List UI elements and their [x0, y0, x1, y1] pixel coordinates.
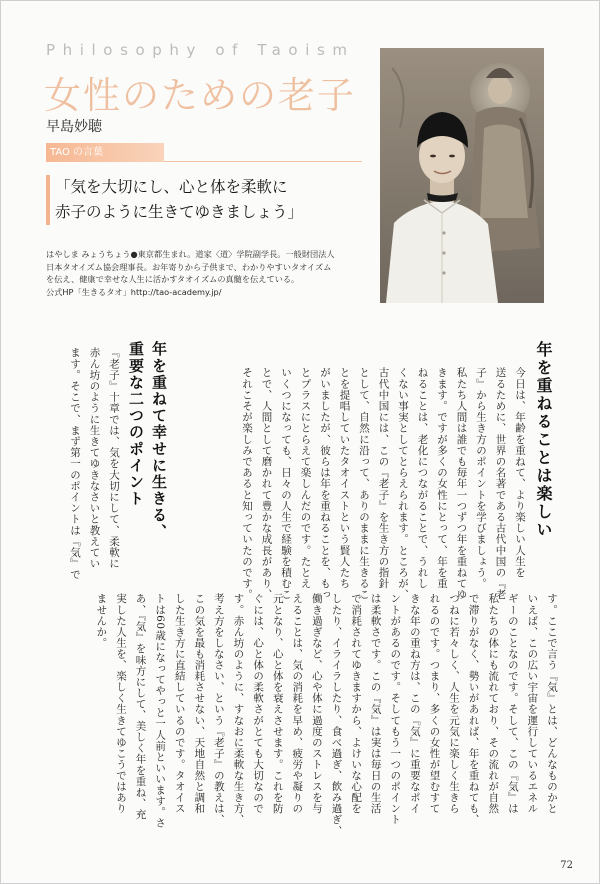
tag-rule [164, 161, 362, 162]
body-column: くない事実としてとらえられます。ところが、 [397, 367, 409, 601]
body-column: あ、『気』を味方にして、美しく年を重ね、充 [134, 593, 147, 820]
body-column: ギーのことなのです。そして、この『気』は [506, 593, 519, 814]
body-column: で消耗されてゆきますから、よけいな心配を [350, 593, 363, 814]
body-column: とを提唱していたタオイストという賢人たち [338, 367, 351, 589]
body-column: 赤ん坊のように生きてゆきなさいと教えてい [88, 347, 101, 569]
headline-line: 赤子のように生きてゆきましょう」 [55, 203, 304, 221]
body-column: いえば、この広い宇宙を運行しているエネル [526, 593, 539, 814]
body-column: とで、人間として磨かれて豊かな成長があり、 [260, 367, 273, 601]
lower-body [91, 593, 561, 836]
section2-heading [124, 341, 170, 540]
bio-line: を伝え、健康で幸せな人生に活かすタオイズムの真髄を伝えている。 [46, 274, 300, 284]
body-column: ねることは、老化につながることで、うれし [416, 367, 429, 589]
body-column: ます。そこで、まず第一のポイントは『気』で [69, 347, 81, 581]
section2-body [65, 347, 124, 580]
author-bio [46, 248, 376, 298]
article-headline [45, 175, 303, 225]
body-column: 考え方をしなさい、という『老子』の教えは、 [212, 593, 225, 826]
body-column: す。ここで言う『気』とは、どんなものかと [546, 593, 558, 814]
bio-line: 公式HP「生きるタオ」http://tao-academy.jp/ [46, 286, 222, 297]
section1-body [237, 367, 530, 600]
author-name: 早島妙聴 [46, 119, 102, 135]
body-column: 働き過ぎなど、心や体に過度のストレスを与 [310, 593, 323, 814]
body-column: したり、イライラしたり、食べ過ぎ、飲み過ぎ、 [330, 593, 343, 837]
body-column: れるのです。つまり、多くの女性が望むすて [428, 593, 441, 814]
article-title: 女性のための老子 [44, 74, 356, 117]
author-photo [380, 48, 544, 303]
body-column: した生き方に直結しているのです。タオイス [173, 593, 186, 814]
headline-line: 「気を大切にし、心と体を柔軟に [55, 178, 288, 196]
body-column: とプラスにとらえて楽しんだのです。たとえ [299, 367, 312, 589]
tag-label: TAO の言葉 [46, 143, 164, 162]
body-column: す。赤ん坊のように、すなおに柔軟な生き方、 [232, 593, 245, 826]
section1-heading: 年を重ねることは楽しい [534, 341, 553, 539]
body-column: 私たち人間は誰でも毎年一つずつ年を重ねてゆ [455, 367, 468, 601]
body-column: トは60歳になってやっと一人前といいます。さ [154, 593, 167, 829]
body-column: 送るために、世界の名著である古代中国の『老 [494, 367, 507, 601]
body-column: で滞りがなく、勢いがあれば、年を重ねても、 [467, 593, 480, 826]
section2-heading-line: 年を重ねて幸せに生きる、 [150, 341, 168, 541]
body-column: いくつになっても、日々の人生で経験を積むこ [280, 367, 292, 601]
bio-line: 日本タオイズム協会理事長。お年寄りから子供まで、わかりやすいタオイズム [46, 261, 332, 272]
body-column: きます。ですが多くの女性にとって、年を重 [436, 367, 448, 589]
section2-heading-line: 重要な二つのポイント [127, 341, 145, 507]
body-column: がいましたが、彼らは年を重ねることを、もっ [319, 367, 331, 601]
body-column: 古代中国には、この『老子』を生き方の指針 [377, 367, 390, 589]
body-column: この気を最も消耗させない、天地自然と調和 [193, 593, 206, 814]
body-column: は柔軟さです。この『気』は実は毎日の生活 [369, 593, 382, 814]
body-column: きな年の重ね方は、この『気』に重要なポイ [408, 593, 421, 814]
body-column: 実した人生を、楽しく生きてゆこうではあり [114, 593, 127, 814]
body-column: 子』から生き方のポイントを学びましょう。 [475, 367, 487, 589]
body-column: 『老子』十章では、気を大切にして、柔軟に [108, 347, 120, 569]
body-column: えることは、気の消耗を早め、疲労や凝りの [291, 593, 304, 814]
body-column: 私たちの体にも流れており、その流れが自然 [487, 593, 500, 814]
body-column: として、自然に沿って、ありのままに生きるこ [358, 367, 370, 601]
bio-line: はやしま みょうちょう●東京都生まれ。道家〈道〉学院副学長。一般財団法人 [46, 249, 335, 259]
body-column: 元となり、心と体を衰えさせます。これを防 [271, 593, 284, 814]
body-column: つねに若々しく、人生を元気に楽しく生きら [448, 593, 461, 814]
body-column: それこそが楽しみであると知っていたのです。 [241, 367, 253, 601]
body-column: 今日は、年齢を重ねて、より楽しい人生を [514, 367, 526, 578]
body-column: ぐには、心と体の柔軟さがとても大切なので [252, 593, 265, 814]
body-column: ませんか。 [95, 593, 108, 649]
body-column: ントがあるのです。そしてもう一つのポイント [389, 593, 402, 826]
series-eyebrow: Philosophy of Taoism [46, 41, 355, 59]
page-number: 72 [560, 860, 573, 871]
